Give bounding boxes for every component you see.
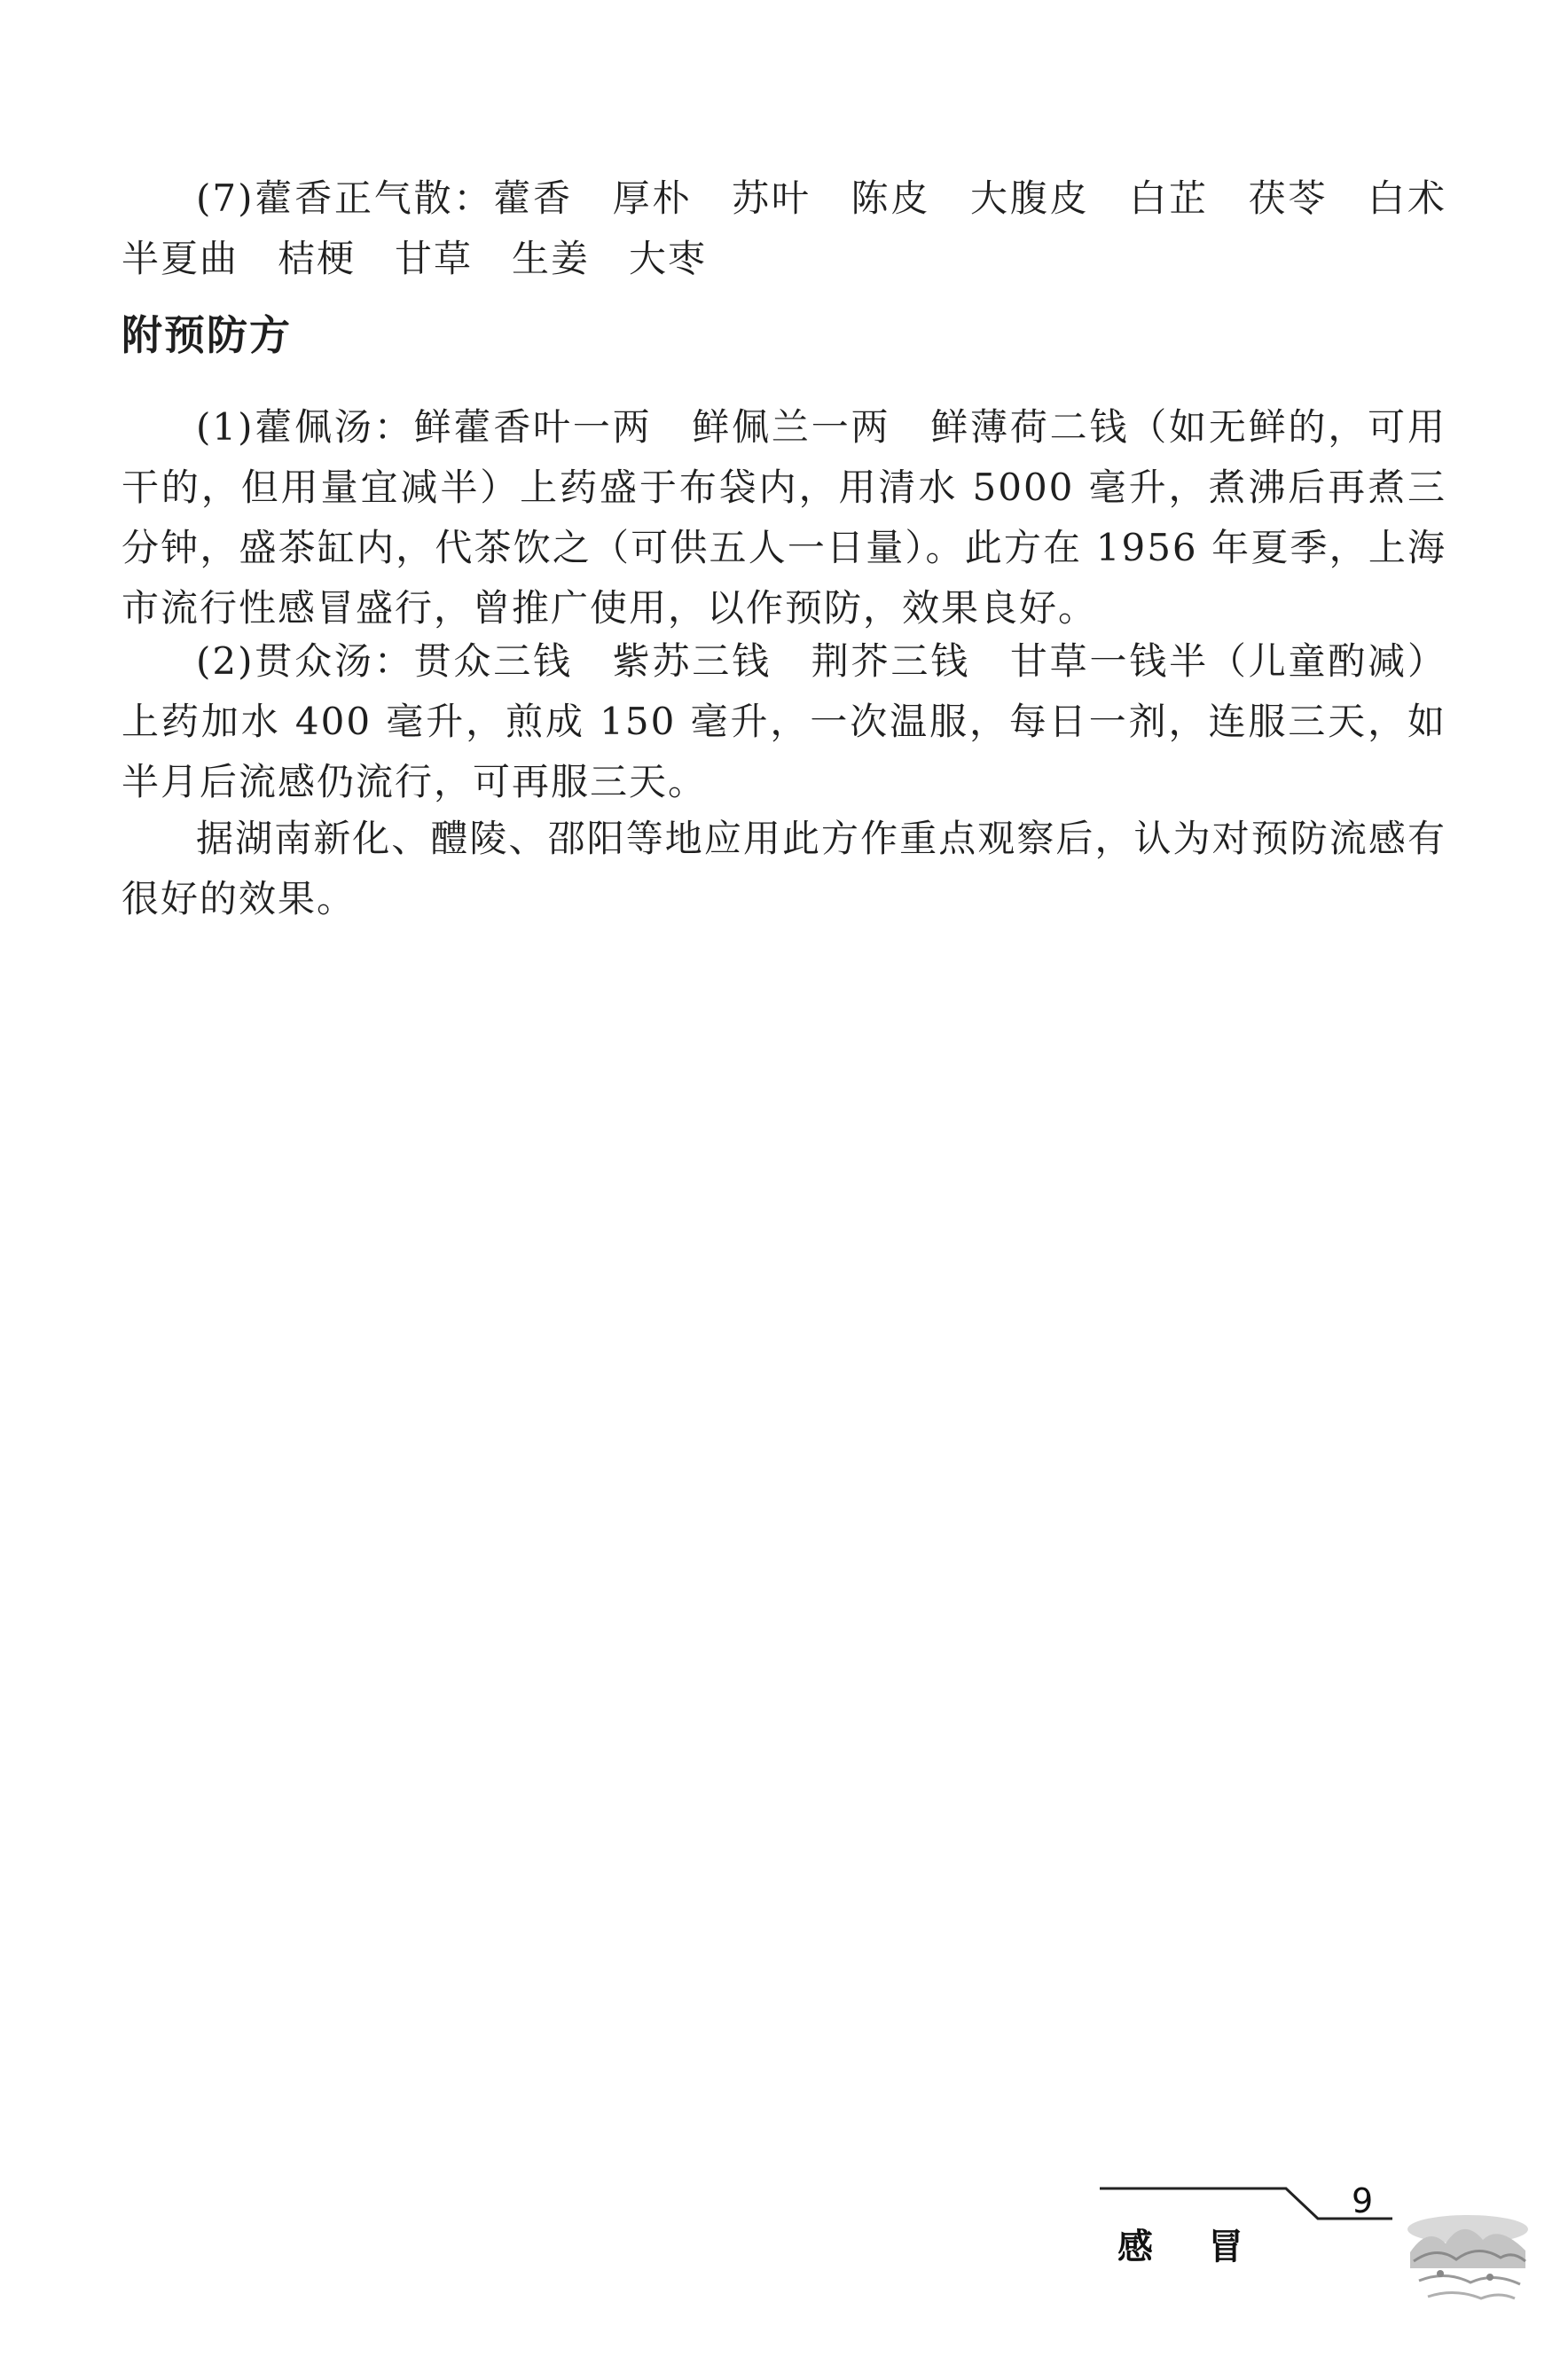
section-heading: 附预防方 bbox=[122, 311, 292, 359]
paragraph-formula-7: (7)藿香正气散：藿香 厚朴 苏叶 陈皮 大腹皮 白芷 茯苓 白术 半夏曲 桔梗 甘草 生姜 大枣 bbox=[122, 176, 1486, 280]
paragraph-note: 据湖南新化、醴陵、邵阳等地应用此方作重点观察后，认为对预防流感有很好的效果。 bbox=[122, 817, 1446, 920]
paragraph-formula-2: (2)贯众汤：贯众三钱 紫苏三钱 荆芥三钱 甘草一钱半（儿童酌减）上药加水 400 毫升，煎成 150 毫升，一次温服，每日一剂，连服三天，如半月后流感仍流行，可再服三天。 bbox=[122, 639, 1446, 803]
footer-section-title: 感冒 bbox=[1117, 2227, 1298, 2267]
landscape-ornament-icon bbox=[1401, 2199, 1534, 2314]
page-footer bbox=[1100, 2164, 1543, 2341]
paragraph-formula-1: (1)藿佩汤：鲜藿香叶一两 鲜佩兰一两 鲜薄荷二钱（如无鲜的，可用干的，但用量宜减半）上药盛于布袋内，用清水 5000 毫升，煮沸后再煮三分钟，盛茶缸内，代茶饮之（可供五人一日量）。此方在 1956 年夏季，上海市流行性感冒盛行，曾推广使用，以作预防，效果良好。 bbox=[122, 405, 1446, 630]
page-number: 9 bbox=[1352, 2181, 1374, 2220]
